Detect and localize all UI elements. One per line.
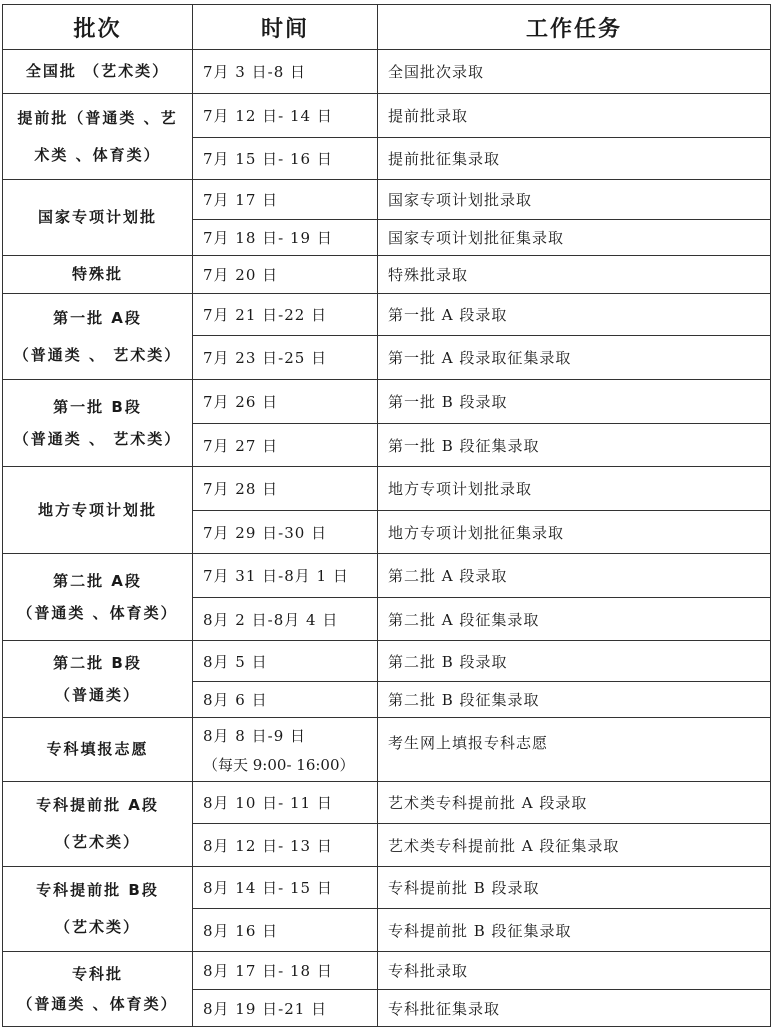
task-cell: 艺术类专科提前批 A 段录取	[378, 782, 771, 824]
task-cell: 第二批 B 段征集录取	[378, 682, 771, 718]
task-cell: 特殊批录取	[378, 256, 771, 294]
batch-line: 专科提前批 B段	[36, 881, 159, 899]
task-cell: 全国批次录取	[378, 50, 771, 94]
time-cell: 7月 18 日- 19 日	[193, 220, 378, 256]
time-cell: 7月 26 日	[193, 380, 378, 424]
batch-line: （普通类 、体育类）	[17, 604, 178, 622]
batch-line: 提前批（普通类 、艺	[17, 108, 178, 127]
time-main: 8月 8 日-9 日	[203, 726, 307, 745]
task-cell: 第一批 B 段录取	[378, 380, 771, 424]
time-cell: 7月 12 日- 14 日	[193, 94, 378, 138]
time-cell: 8月 16 日	[193, 909, 378, 952]
task-cell: 艺术类专科提前批 A 段征集录取	[378, 824, 771, 867]
time-cell: 8月 5 日	[193, 641, 378, 682]
task-cell: 专科批征集录取	[378, 990, 771, 1027]
batch-line: 特殊批	[71, 265, 123, 283]
batch-line: 第二批 B段	[53, 654, 142, 672]
time-cell: 7月 23 日-25 日	[193, 336, 378, 380]
header-time: 时间	[193, 5, 378, 50]
batch-cell	[3, 782, 193, 867]
batch-line: 术类 、体育类）	[34, 145, 161, 164]
batch-line: 全国批 （艺术类）	[25, 62, 170, 80]
task-cell: 提前批录取	[378, 94, 771, 138]
table-row	[3, 641, 771, 682]
batch-line: 国家专项计划批	[37, 208, 157, 226]
time-cell: 7月 31 日-8月 1 日	[193, 554, 378, 598]
batch-line: 第一批 A段	[53, 308, 142, 327]
time-cell: 8月 17 日- 18 日	[193, 952, 378, 990]
table-row	[3, 718, 771, 782]
task-cell: 地方专项计划批录取	[378, 467, 771, 511]
time-cell: 8月 10 日- 11 日	[193, 782, 378, 824]
batch-cell	[3, 718, 193, 782]
time-cell: 7月 28 日	[193, 467, 378, 511]
batch-line: （普通类）	[54, 686, 140, 704]
batch-line: 第一批 B段	[53, 398, 142, 416]
table-row	[3, 256, 771, 294]
batch-line: （普通类 、体育类）	[17, 995, 178, 1013]
batch-cell	[3, 467, 193, 554]
task-cell: 专科批录取	[378, 952, 771, 990]
task-cell: 国家专项计划批征集录取	[378, 220, 771, 256]
task-cell: 考生网上填报专科志愿	[378, 718, 771, 782]
table-row	[3, 782, 771, 824]
batch-line: 第二批 A段	[53, 572, 142, 590]
batch-line: （艺术类）	[54, 833, 140, 851]
time-cell: 7月 17 日	[193, 180, 378, 220]
batch-cell	[3, 294, 193, 380]
batch-cell	[3, 867, 193, 952]
batch-cell	[3, 180, 193, 256]
batch-line: （艺术类）	[54, 918, 140, 936]
table-row	[3, 94, 771, 138]
batch-cell	[3, 256, 193, 294]
batch-line: 专科填报志愿	[46, 740, 149, 758]
time-cell: 8月 14 日- 15 日	[193, 867, 378, 909]
header-batch: 批次	[3, 5, 193, 50]
batch-cell	[3, 50, 193, 94]
task-cell: 第一批 A 段录取	[378, 294, 771, 336]
table-row	[3, 467, 771, 511]
task-cell: 专科提前批 B 段录取	[378, 867, 771, 909]
task-cell: 国家专项计划批录取	[378, 180, 771, 220]
task-cell: 提前批征集录取	[378, 138, 771, 180]
time-cell: 7月 20 日	[193, 256, 378, 294]
time-cell: 7月 27 日	[193, 424, 378, 467]
task-cell: 专科提前批 B 段征集录取	[378, 909, 771, 952]
time-cell: 8月 6 日	[193, 682, 378, 718]
task-cell: 地方专项计划批征集录取	[378, 511, 771, 554]
batch-line: （普通类 、 艺术类）	[13, 430, 182, 448]
table-row	[3, 50, 771, 94]
time-sub: （每天 9:00- 16:00）	[203, 755, 355, 774]
batch-cell	[3, 952, 193, 1027]
batch-line: 地方专项计划批	[37, 500, 157, 519]
time-cell	[193, 718, 378, 782]
batch-cell	[3, 641, 193, 718]
time-cell: 8月 2 日-8月 4 日	[193, 598, 378, 641]
table-row	[3, 180, 771, 220]
header-task: 工作任务	[378, 5, 771, 50]
batch-cell	[3, 380, 193, 467]
batch-line: （普通类 、 艺术类）	[13, 345, 182, 364]
task-cell: 第二批 B 段录取	[378, 641, 771, 682]
table-row	[3, 952, 771, 990]
time-cell: 7月 15 日- 16 日	[193, 138, 378, 180]
batch-cell	[3, 94, 193, 180]
admission-schedule-table	[2, 4, 771, 1027]
table-row	[3, 554, 771, 598]
time-cell: 8月 12 日- 13 日	[193, 824, 378, 867]
batch-cell	[3, 554, 193, 641]
table-row	[3, 294, 771, 336]
task-cell: 第二批 A 段征集录取	[378, 598, 771, 641]
batch-line: 专科批	[71, 965, 123, 983]
time-cell: 8月 19 日-21 日	[193, 990, 378, 1027]
header-row	[3, 5, 771, 50]
task-cell: 第一批 A 段录取征集录取	[378, 336, 771, 380]
task-cell: 第二批 A 段录取	[378, 554, 771, 598]
time-cell: 7月 29 日-30 日	[193, 511, 378, 554]
time-cell: 7月 3 日-8 日	[193, 50, 378, 94]
time-cell: 7月 21 日-22 日	[193, 294, 378, 336]
table-row	[3, 867, 771, 909]
batch-line: 专科提前批 A段	[36, 796, 159, 814]
task-cell: 第一批 B 段征集录取	[378, 424, 771, 467]
table-row	[3, 380, 771, 424]
